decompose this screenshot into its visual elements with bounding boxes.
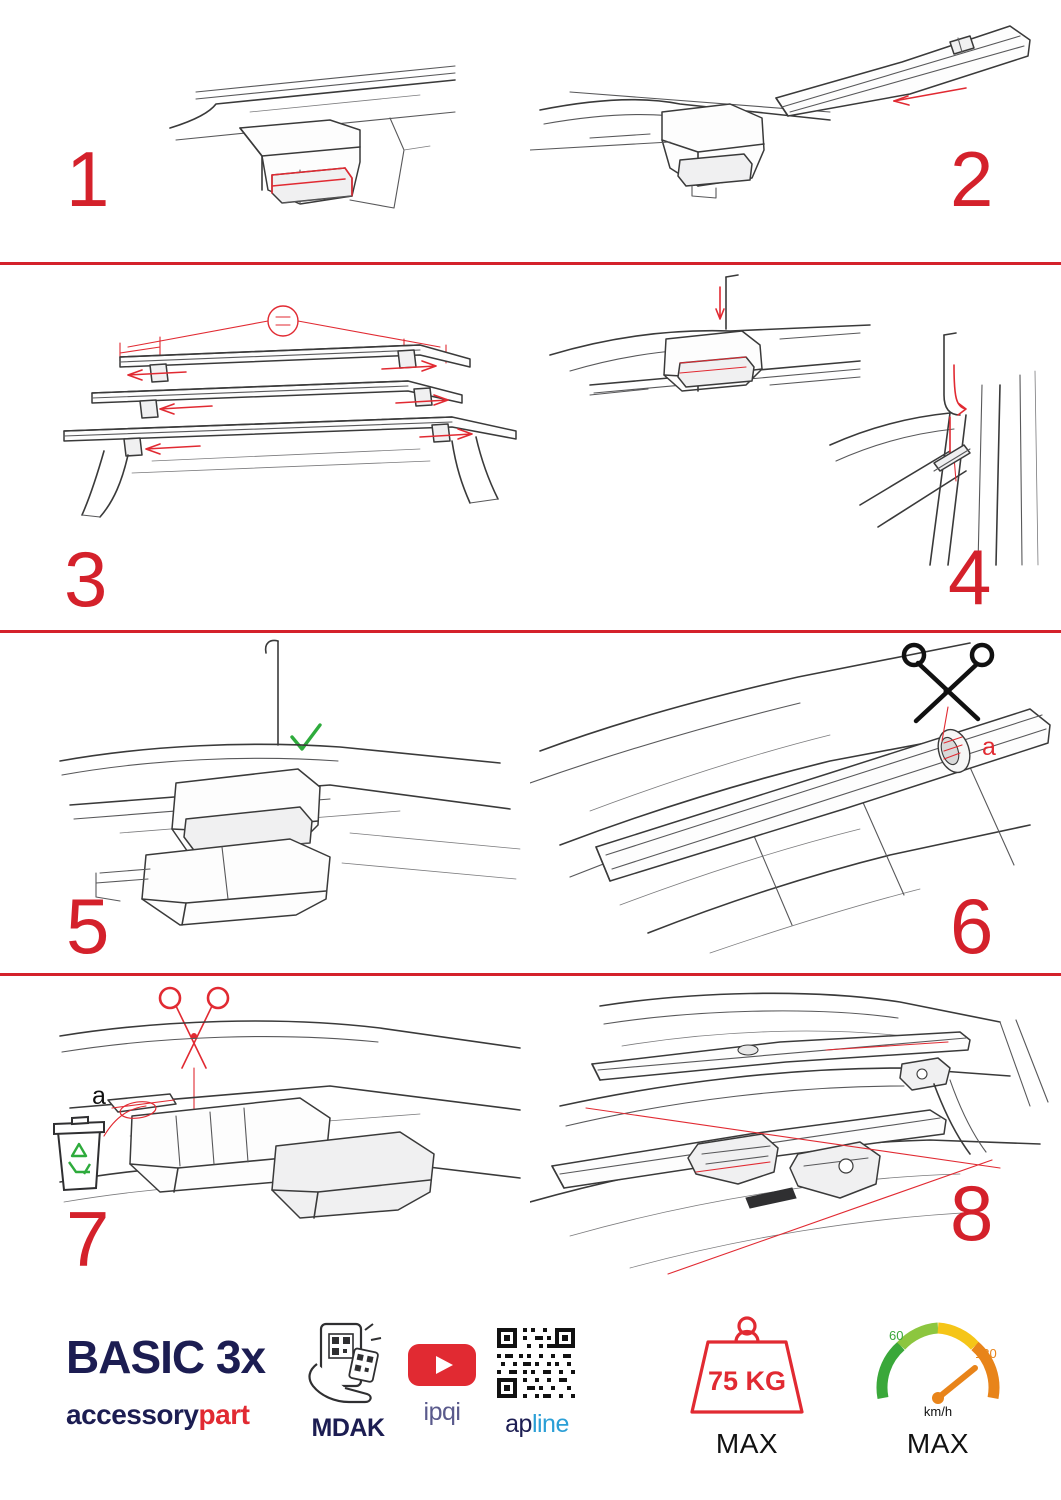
- speed-limit-label: MAX: [906, 1428, 970, 1459]
- speed-tick-low: 60: [889, 1328, 904, 1343]
- step-number-4: 4: [948, 533, 990, 621]
- brand-title: [66, 1332, 265, 1382]
- step-panel-1: [0, 0, 530, 262]
- speed-limit-block: [848, 1306, 1028, 1460]
- brand-block: [66, 1332, 265, 1432]
- logo-apline: [472, 1322, 602, 1439]
- step-panel-6: [530, 633, 1061, 973]
- step-number-2: 2: [950, 135, 992, 223]
- step-number-5: 5: [66, 882, 108, 970]
- speedometer-icon: [863, 1306, 1013, 1426]
- logo-label-ipqi: ipqi: [423, 1398, 461, 1426]
- step-panel-8: [530, 976, 1061, 1290]
- hand-phone-qr-icon: [293, 1318, 403, 1408]
- logo-label-mdak: [288, 1414, 408, 1443]
- label-part-a-step7: a: [92, 1082, 106, 1110]
- apline-label-part1: ap: [505, 1410, 532, 1438]
- step-number-7: 7: [66, 1195, 108, 1283]
- logo-label-apline: [472, 1410, 602, 1439]
- load-limit-label: MAX: [715, 1428, 779, 1459]
- speed-unit: km/h: [923, 1404, 953, 1419]
- label-part-a-step6: a: [982, 733, 996, 761]
- weight-icon: [672, 1306, 822, 1426]
- step-number-8: 8: [950, 1169, 992, 1257]
- load-limit-block: [652, 1306, 842, 1460]
- step-number-1: 1: [66, 135, 108, 223]
- youtube-icon[interactable]: [403, 1336, 481, 1392]
- load-limit-value: 75 KG: [707, 1366, 787, 1396]
- step-panel-5: [0, 633, 530, 973]
- speed-tick-high: 120: [975, 1346, 997, 1361]
- brand-sub-first: accessory: [66, 1399, 199, 1430]
- recycle-bin-icon: [54, 1117, 104, 1190]
- footer: [0, 1290, 1061, 1500]
- brand-sub-second: part: [198, 1399, 250, 1430]
- step-panel-4: [530, 265, 1061, 630]
- mdak-label-part2: AK: [349, 1414, 385, 1442]
- logo-mdak: [288, 1318, 408, 1443]
- step-number-3: 3: [64, 535, 106, 623]
- step-panel-2: [530, 0, 1061, 262]
- brand-name-main: BASIC: [66, 1331, 205, 1383]
- brand-name-suffix: 3x: [215, 1331, 266, 1383]
- apline-label-part2: line: [531, 1410, 569, 1438]
- qr-code-icon[interactable]: [491, 1322, 583, 1404]
- scissors-icon-red: [160, 988, 228, 1068]
- step-panel-3: [0, 265, 530, 630]
- step-panel-7: [0, 976, 530, 1290]
- mdak-label-part1: MD: [311, 1414, 350, 1442]
- brand-subtitle: [66, 1398, 265, 1432]
- step-number-6: 6: [950, 882, 992, 970]
